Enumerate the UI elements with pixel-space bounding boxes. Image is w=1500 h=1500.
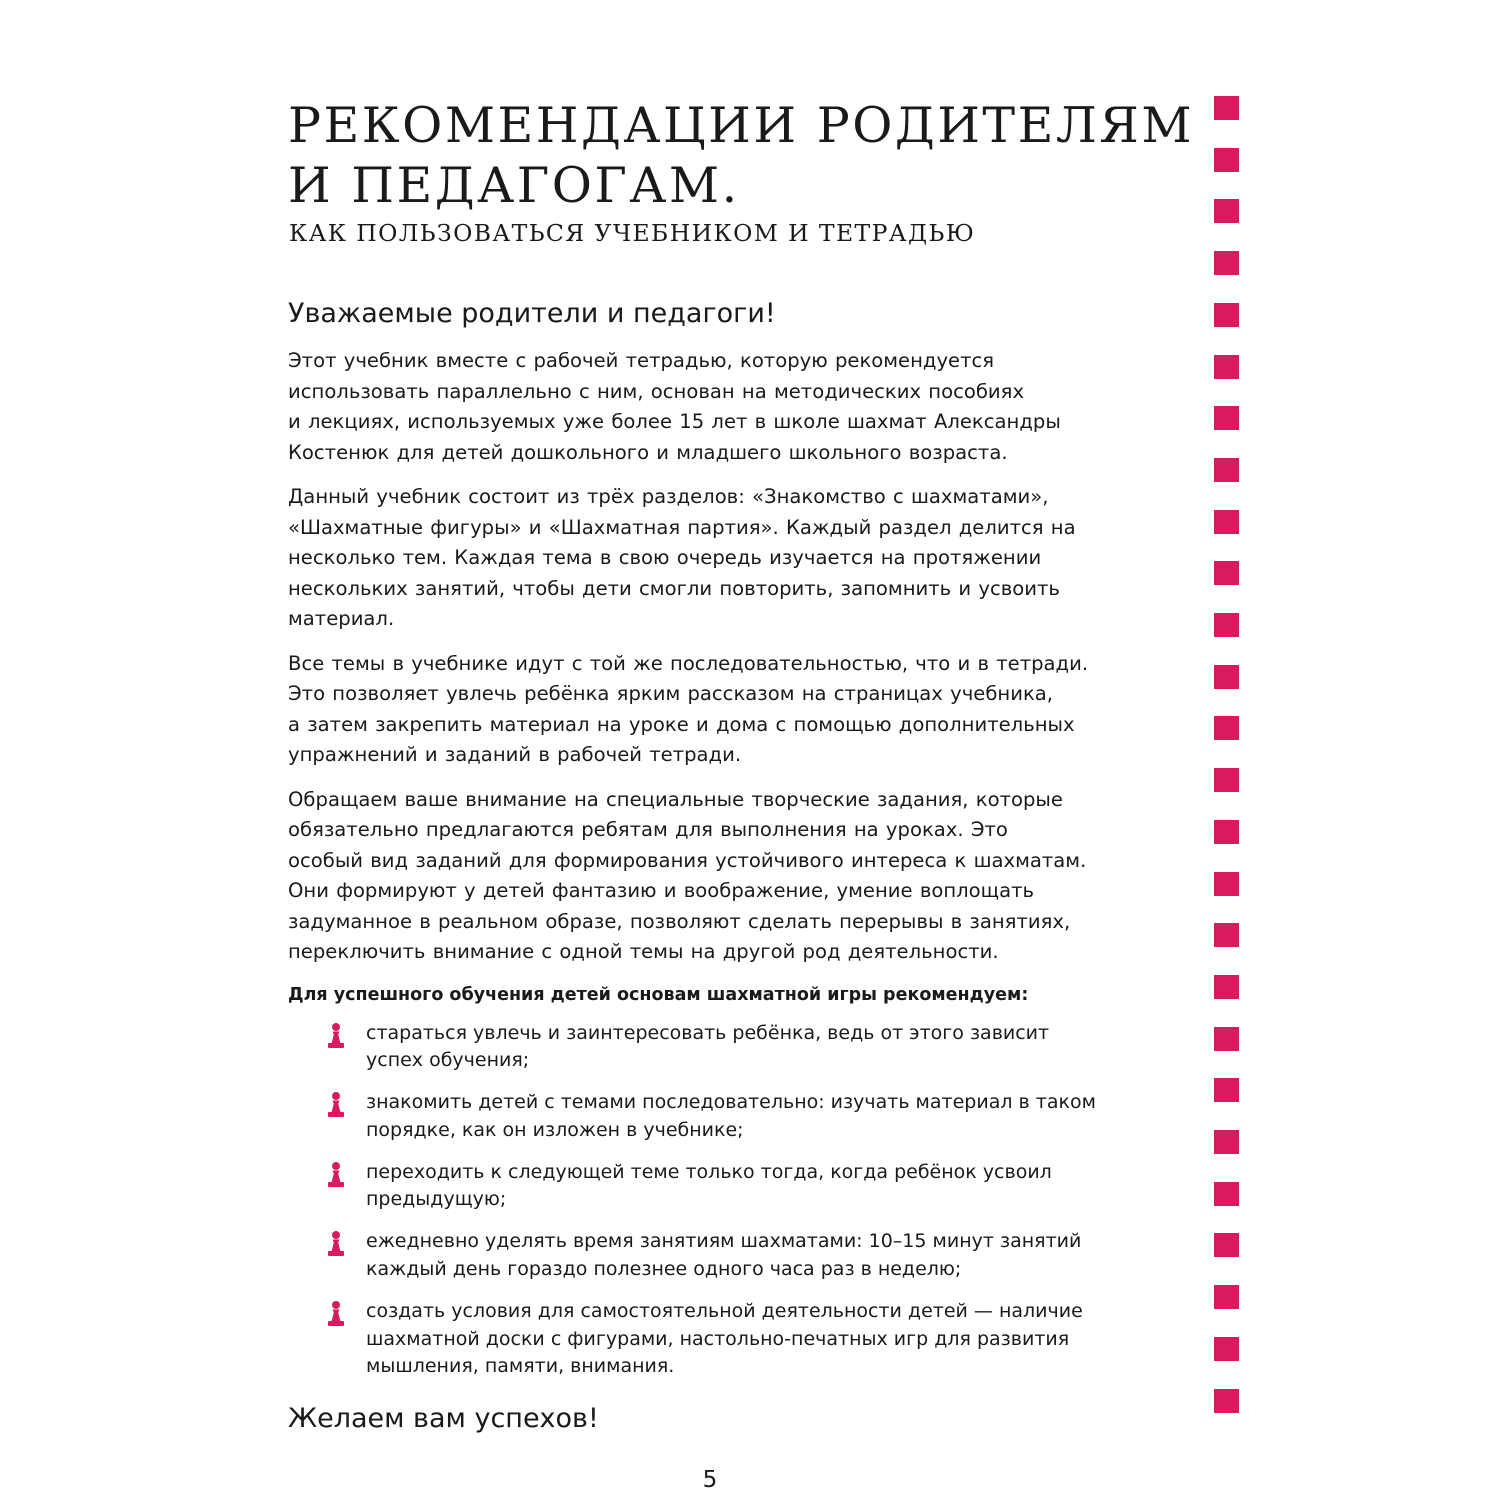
edge-marker [1214,975,1239,999]
list-item [326,1159,1168,1215]
paragraph-3 [288,649,1168,771]
edge-marker [1214,1233,1239,1257]
pawn-icon [324,1091,348,1118]
paragraph-line: упражнений и заданий в рабочей тетради. [288,743,742,766]
greeting-heading: Уважаемые родители и педагоги! [288,298,776,329]
paragraph-line: Все темы в учебнике идут с той же последовательностью, что и в тетради. [288,651,1089,675]
list-item [326,1089,1168,1145]
edge-marker [1214,1389,1239,1413]
paragraph-line: Они формируют у детей фантазию и воображение, умение воплощать [288,879,1035,902]
page-title [288,96,1194,216]
pawn-icon [324,1230,348,1257]
list-item-line: мышления, памяти, внимания. [366,1355,675,1378]
paragraph-line: особый вид заданий для формирования устойчивого интереса к шахматам. [288,848,1087,872]
edge-marker [1214,510,1239,534]
edge-marker [1214,820,1239,844]
edge-marker [1214,355,1239,379]
paragraph-line: и лекциях, используемых уже более 15 лет в школе шахмат Александры [288,410,1061,433]
list-item-line: предыдущую; [366,1188,507,1211]
edge-marker [1214,561,1239,585]
paragraph-line: несколько тем. Каждая тема в свою очередь изучается на протяжении [288,546,1042,569]
list-item-line: ежедневно уделять время занятиям шахматами: 10–15 минут занятий [366,1230,1082,1253]
edge-marker [1214,613,1239,637]
page-subtitle: КАК ПОЛЬЗОВАТЬСЯ УЧЕБНИКОМ И ТЕТРАДЬЮ [289,219,976,247]
paragraph-line: Данный учебник состоит из трёх разделов: «Знакомство с шахматами», [288,485,1049,508]
recommendations-lead: Для успешного обучения детей основам шахматной игры рекомендуем: [288,984,1029,1005]
paragraph-line: Этот учебник вместе с рабочей тетрадью, которую рекомендуется [288,349,995,372]
edge-marker [1214,148,1239,172]
edge-marker [1214,458,1239,482]
list-item-line: каждый день гораздо полезнее одного часа раз в неделю; [366,1258,962,1281]
title-line-1: РЕКОМЕНДАЦИИ РОДИТЕЛЯМ [288,97,1195,154]
edge-marker [1214,303,1239,327]
paragraph-line: обязательно предлагаются ребятам для выполнения на уроках. Это [288,818,1008,841]
paragraph-line: использовать параллельно с ним, основан на методических пособиях [288,379,1025,403]
pawn-icon [324,1161,348,1188]
recommendations-list [288,1020,1168,1382]
paragraph-4 [288,785,1168,968]
list-item [326,1298,1168,1381]
pawn-icon [324,1300,348,1327]
edge-marker [1214,251,1239,275]
paragraph-line: переключить внимание с одной темы на другой род деятельности. [288,940,999,963]
paragraph-line: а затем закрепить материал на уроке и дома с помощью дополнительных [288,712,1075,736]
edge-marker [1214,923,1239,947]
paragraph-line: Это позволяет увлечь ребёнка ярким рассказом на страницах учебника, [288,682,1054,705]
paragraph-line: «Шахматные фигуры» и «Шахматная партия». Каждый раздел делится на [288,515,1076,539]
paragraph-1 [288,346,1168,468]
paragraph-line: нескольких занятий, чтобы дети смогли повторить, запомнить и усвоить [288,576,1060,600]
edge-marker [1214,768,1239,792]
list-item-line: порядке, как он изложен в учебнике; [366,1118,744,1141]
closing-heading: Желаем вам успехов! [288,1403,599,1435]
edge-marker [1214,665,1239,689]
paragraph-2 [288,482,1168,635]
edge-marker [1214,1285,1239,1309]
pawn-icon [324,1022,348,1049]
paragraph-line: Костенюк для детей дошкольного и младшего школьного возраста. [288,440,1008,464]
page-number: 5 [702,1467,718,1493]
list-item-line: стараться увлечь и заинтересовать ребёнка, ведь от этого зависит [366,1021,1050,1044]
edge-marker [1214,872,1239,896]
list-item-line: создать условия для самостоятельной деятельности детей — наличие [366,1299,1083,1322]
edge-marker [1214,1130,1239,1154]
edge-marker [1214,406,1239,430]
list-item-line: переходить к следующей теме только тогда, когда ребёнок усвоил [366,1160,1052,1183]
edge-marker [1214,1182,1239,1206]
list-item [326,1228,1168,1284]
list-item [326,1020,1168,1076]
page-body [288,294,1168,1439]
list-item-line: шахматной доски с фигурами, настольно-печатных игр для развития [366,1327,1070,1350]
title-line-2: И ПЕДАГОГАМ. [288,157,740,214]
paragraph-line: задуманное в реальном образе, позволяют сделать перерывы в занятиях, [288,909,1071,933]
edge-marker [1214,716,1239,740]
paragraph-line: Обращаем ваше внимание на специальные творческие задания, которые [288,787,1063,811]
edge-marker [1214,1078,1239,1102]
list-item-line: успех обучения; [366,1049,530,1072]
edge-marker [1214,1027,1239,1051]
paragraph-line: материал. [288,607,395,630]
edge-marker [1214,96,1239,120]
edge-marker [1214,1337,1239,1361]
list-item-line: знакомить детей с темами последовательно: изучать материал в таком [366,1091,1096,1114]
edge-marker [1214,199,1239,223]
edge-marker-column [1214,96,1239,1416]
